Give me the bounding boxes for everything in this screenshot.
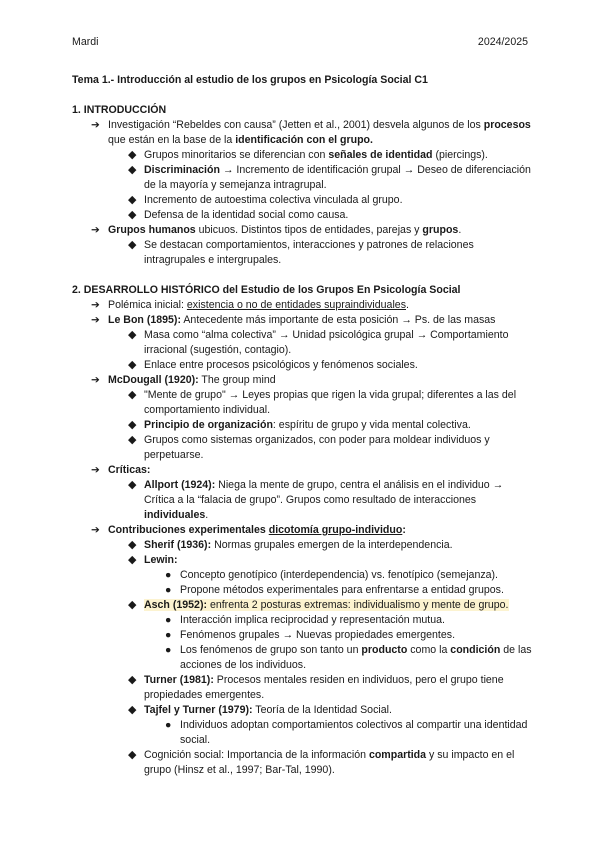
diamond-bullet-icon: ◆: [128, 434, 137, 446]
arrow-bullet-icon: ➔: [91, 524, 100, 536]
list-item: ◆ Allport (1924): Niega la mente de grupo, centra el análisis en el individuo → Crítica a la “falacia de grupo”. Grupos como resultado de interacciones individuales.: [128, 479, 504, 521]
dot-bullet-icon: ●: [165, 719, 172, 731]
diamond-bullet-icon: ◆: [128, 674, 137, 686]
diamond-bullet-icon: ◆: [128, 194, 137, 206]
list-item: ● Individuos adoptan comportamientos colectivos al compartir una identidad social.: [165, 719, 528, 746]
document-body: [72, 73, 532, 778]
list-item: ➔ Críticas:: [91, 464, 151, 476]
header-left: Mardi: [72, 36, 99, 48]
diamond-bullet-icon: ◆: [128, 329, 137, 341]
list-item: ● Propone métodos experimentales para enfrentarse a entidad grupos.: [165, 584, 504, 596]
list-item: ◆ Turner (1981): Procesos mentales residen en individuos, pero el grupo tiene propiedades emergentes.: [128, 674, 504, 701]
diamond-bullet-icon: ◆: [128, 539, 137, 551]
document-title: Tema 1.- Introducción al estudio de los grupos en Psicología Social C1: [72, 74, 428, 86]
section-heading-intro: 1. INTRODUCCIÓN: [72, 104, 167, 116]
list-item: ● Interacción implica reciprocidad y representación mutua.: [165, 614, 445, 626]
diamond-bullet-icon: ◆: [128, 164, 137, 176]
list-item: ◆ Se destacan comportamientos, interacciones y patrones de relaciones intragrupales e intergrupales.: [128, 239, 474, 266]
list-item: ➔ Grupos humanos ubicuos. Distintos tipos de entidades, parejas y grupos.: [91, 224, 462, 236]
list-item: ◆ Masa como “alma colectiva” → Unidad psicológica grupal → Comportamiento irracional (sugestión, contagio).: [128, 329, 509, 356]
list-item: ◆ Principio de organización: espíritu de grupo y vida mental colectiva.: [128, 419, 471, 431]
diamond-bullet-icon: ◆: [128, 554, 137, 566]
dot-bullet-icon: ●: [165, 569, 172, 581]
diamond-bullet-icon: ◆: [128, 209, 137, 221]
diamond-bullet-icon: ◆: [128, 419, 137, 431]
list-item: ◆ Enlace entre procesos psicológicos y fenómenos sociales.: [128, 359, 418, 371]
diamond-bullet-icon: ◆: [128, 149, 137, 161]
list-item: ◆ Grupos como sistemas organizados, con poder para moldear individuos y perpetuarse.: [128, 434, 490, 461]
list-item: ◆ Lewin:: [128, 554, 178, 566]
arrow-bullet-icon: ➔: [91, 314, 100, 326]
arrow-bullet-icon: ➔: [91, 224, 100, 236]
list-item: ◆ Sherif (1936): Normas grupales emergen de la interdependencia.: [128, 539, 453, 551]
arrow-bullet-icon: ➔: [91, 119, 100, 131]
list-item: ● Fenómenos grupales → Nuevas propiedades emergentes.: [165, 629, 456, 641]
arrow-bullet-icon: ➔: [91, 374, 100, 386]
list-item: ◆ "Mente de grupo" → Leyes propias que rigen la vida grupal; diferentes a las del comportamiento individual.: [128, 389, 517, 416]
list-item: ● Los fenómenos de grupo son tanto un producto como la condición de las acciones de los individuos.: [165, 644, 532, 671]
list-item: ◆ Incremento de autoestima colectiva vinculada al grupo.: [128, 194, 403, 206]
list-item: ➔ Contribuciones experimentales dicotomía grupo-individuo:: [91, 524, 406, 536]
list-item: ➔ Le Bon (1895): Antecedente más importante de esta posición → Ps. de las masas: [91, 314, 496, 326]
list-item: ➔ Investigación “Rebeldes con causa” (Jetten et al., 2001) desvela algunos de los procesos que están en la base de la identificación con el grupo.: [91, 119, 531, 146]
dot-bullet-icon: ●: [165, 629, 172, 641]
arrow-bullet-icon: ➔: [91, 464, 100, 476]
diamond-bullet-icon: ◆: [128, 704, 137, 716]
diamond-bullet-icon: ◆: [128, 389, 137, 401]
list-item: ◆ Cognición social: Importancia de la información compartida y su impacto en el grupo (Hinsz et al., 1997; Bar-Tal, 1990).: [128, 749, 515, 776]
list-item: ◆ Defensa de la identidad social como causa.: [128, 209, 349, 221]
diamond-bullet-icon: ◆: [128, 599, 137, 611]
section-heading-history: 2. DESARROLLO HISTÓRICO del Estudio de los Grupos En Psicología Social: [72, 284, 461, 296]
dot-bullet-icon: ●: [165, 584, 172, 596]
list-item: ● Concepto genotípico (interdependencia) vs. fenotípico (semejanza).: [165, 569, 498, 581]
diamond-bullet-icon: ◆: [128, 239, 137, 251]
arrow-bullet-icon: ➔: [91, 299, 100, 311]
list-item: ➔ McDougall (1920): The group mind: [91, 374, 276, 386]
list-item: ◆ Discriminación → Incremento de identificación grupal → Deseo de diferenciación de la mayoría y semejanza intragrupal.: [128, 164, 531, 191]
diamond-bullet-icon: ◆: [128, 359, 137, 371]
header-right: 2024/2025: [477, 36, 528, 48]
dot-bullet-icon: ●: [165, 614, 172, 626]
dot-bullet-icon: ●: [165, 644, 172, 656]
list-item-highlighted: ◆ Asch (1952): enfrenta 2 posturas extremas: individualismo y mente de grupo.: [128, 599, 509, 611]
diamond-bullet-icon: ◆: [128, 749, 137, 761]
list-item: ◆ Tajfel y Turner (1979): Teoría de la Identidad Social.: [128, 704, 392, 716]
list-item: ◆ Grupos minoritarios se diferencian con señales de identidad (piercings).: [128, 149, 488, 161]
diamond-bullet-icon: ◆: [128, 479, 137, 491]
list-item: ➔ Polémica inicial: existencia o no de entidades supraindividuales.: [91, 299, 409, 311]
